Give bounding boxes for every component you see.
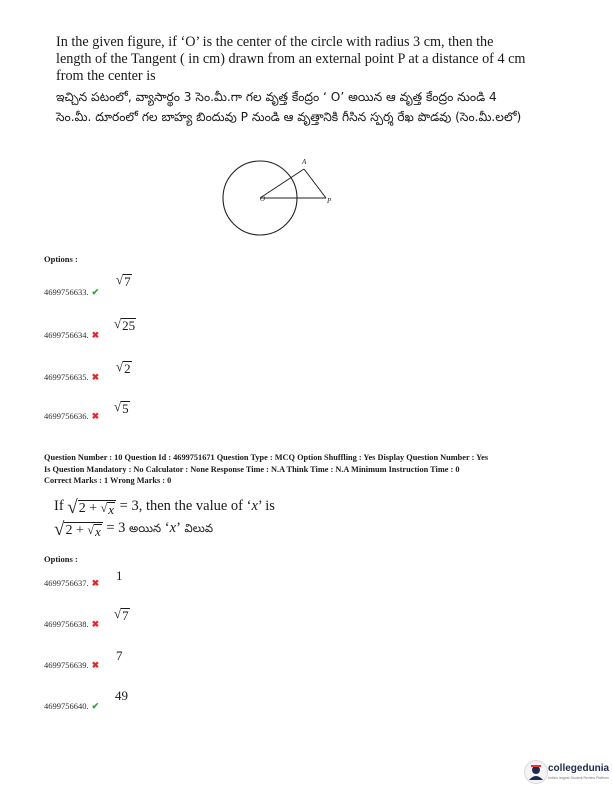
- option-value-q10-1: 1: [116, 568, 123, 583]
- wrong-cross-icon: ✖: [91, 330, 100, 340]
- correct-check-icon: ✔: [91, 701, 100, 711]
- inner-sqrt: √ x: [87, 523, 101, 539]
- sqrt-symbol: √: [116, 272, 124, 287]
- label-o: O: [260, 195, 266, 203]
- wrong-cross-icon: ✖: [91, 578, 100, 588]
- option-row-q10-4: [44, 701, 99, 712]
- option-value-q10-4: 49: [115, 688, 128, 703]
- option-id: 4699756635.: [44, 372, 89, 382]
- option-row-q10-3: [44, 660, 99, 671]
- question-10-metadata: [44, 452, 584, 487]
- option-id: 4699756636.: [44, 411, 89, 421]
- outer-sqrt: √ 2 + √ x: [67, 497, 115, 518]
- option-row-q9-3: [44, 372, 99, 383]
- option-id: 4699756634.: [44, 330, 89, 340]
- question-10-text-telugu: √ 2 + √ x = 3 అయిన ‘x’ విలువ: [54, 519, 214, 540]
- option-value-q9-1: √ 7: [116, 272, 131, 289]
- wrong-cross-icon: ✖: [91, 372, 100, 382]
- option-value-q9-3: √ 2: [116, 359, 131, 376]
- option-value-q9-4: √ 5: [114, 399, 129, 416]
- option-id: 4699756638.: [44, 619, 89, 629]
- wrong-cross-icon: ✖: [91, 660, 100, 670]
- wrong-cross-icon: ✖: [91, 411, 100, 421]
- meta-line-3: Correct Marks : 1 Wrong Marks : 0: [44, 476, 172, 485]
- option-value-q10-2: √ 7: [114, 606, 129, 623]
- correct-check-icon: ✔: [91, 287, 100, 297]
- sqrt-symbol: √: [116, 359, 124, 374]
- sqrt-symbol: √: [114, 606, 122, 621]
- question-9-text-telugu: ఇచ్చిన పటంలో, వ్యాసార్థం 3 సెం.మీ.గా గల వృత్త కేంద్రం ‘ O’ అయిన ఆ వృత్త కేంద్రం నుండి 4 సెం.మీ. దూరంలో గల బాహ్య బిందువు P నుండి ఆ వృత్తానికి గీసిన స్పర్శ రేఖ పొడవు (సెం.మీ.లలో): [56, 90, 522, 124]
- collegedunia-logo: [524, 760, 610, 788]
- question-10-text-english: If √ 2 + √ x = 3, then the value of ‘x’ is: [54, 497, 275, 518]
- tangent-line-ap: [304, 169, 326, 198]
- option-id: 4699756639.: [44, 660, 89, 670]
- sqrt-symbol: √: [114, 399, 122, 414]
- option-id: 4699756637.: [44, 578, 89, 588]
- radius-line-oa: [260, 169, 304, 198]
- inner-sqrt: √ x: [100, 501, 115, 517]
- option-id: 4699756640.: [44, 701, 89, 711]
- option-row-q9-2: [44, 330, 99, 341]
- logo-tagline: India's largest Student Review Platform: [548, 776, 609, 780]
- option-row-q10-1: [44, 578, 99, 589]
- tangent-circle-figure: [220, 152, 350, 244]
- sqrt-symbol: √: [114, 316, 122, 331]
- question-9-options-label: Options :: [44, 254, 78, 264]
- outer-sqrt: √ 2 + √ x: [54, 519, 101, 540]
- logo-graduate-icon: [524, 760, 548, 784]
- meta-line-2: Is Question Mandatory : No Calculator : None Response Time : N.A Think Time : N.A Minimum Instruction Time : 0: [44, 464, 460, 474]
- question-9-text-english: In the given figure, if ‘O’ is the center of the circle with radius 3 cm, then the length of the Tangent ( in cm) drawn from an external point P at a distance of 4 cm from the center is: [56, 34, 526, 84]
- option-row-q9-1: [44, 287, 99, 298]
- option-row-q9-4: [44, 411, 99, 422]
- question-10-options-label: Options :: [44, 554, 78, 564]
- option-value-q9-2: √ 25: [114, 316, 136, 333]
- label-p: P: [327, 197, 332, 205]
- logo-text: collegedunia: [548, 763, 610, 774]
- option-row-q10-2: [44, 619, 99, 630]
- option-id: 4699756633.: [44, 287, 89, 297]
- wrong-cross-icon: ✖: [91, 619, 100, 629]
- label-a: A: [302, 158, 307, 166]
- option-value-q10-3: 7: [116, 648, 123, 663]
- meta-line-1: Question Number : 10 Question Id : 4699751671 Question Type : MCQ Option Shuffling : Yes Display Question Number : Yes: [44, 453, 489, 462]
